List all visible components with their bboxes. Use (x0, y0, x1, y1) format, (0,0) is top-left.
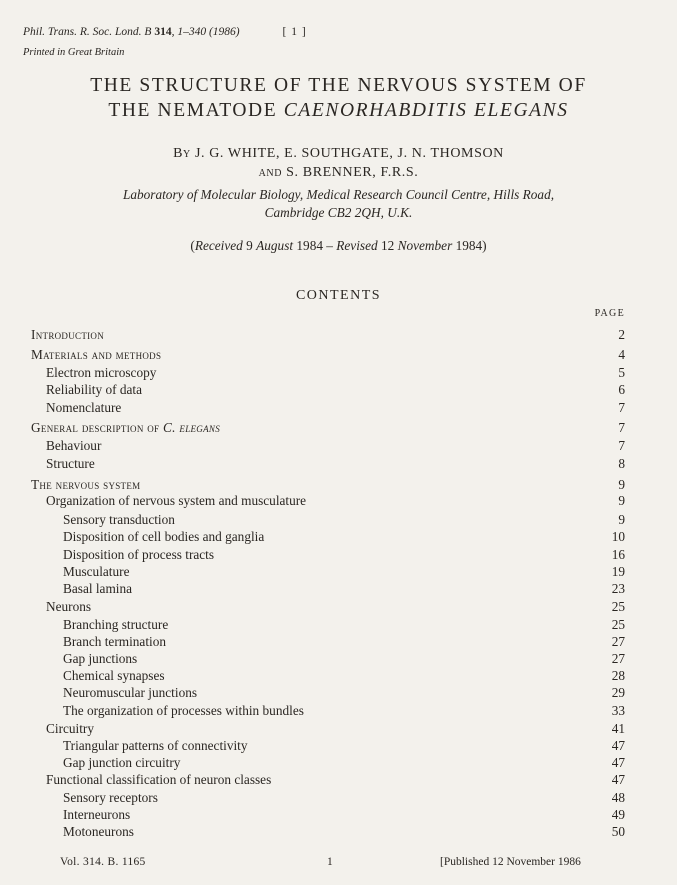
toc-entry-page: 23 (611, 581, 625, 596)
toc-entry-text: Neurons (46, 599, 92, 614)
toc-entry (0, 455, 677, 472)
toc-entry-page: 10 (611, 529, 625, 544)
toc-entry-text: Branching structure (63, 617, 169, 632)
toc-entry-text: Functional classification of neuron classes (46, 772, 272, 787)
footer-published: [Published 12 November 1986 (440, 856, 581, 868)
journal-volume: 314 (154, 26, 172, 38)
affiliation-line-2: Cambridge CB2 2QH, U.K. (264, 205, 413, 220)
toc-entry (0, 511, 677, 528)
toc-entry-page: 47 (611, 738, 625, 753)
toc-entry (0, 702, 677, 719)
toc-entry-label (63, 511, 175, 528)
contents-heading: CONTENTS (295, 288, 382, 303)
toc-entry (0, 633, 677, 650)
toc-entry-label (31, 346, 161, 363)
toc-entry-label (63, 633, 166, 650)
toc-entry-label (46, 455, 95, 472)
footer-volume: Vol. 314. B. 1165 (60, 856, 146, 868)
journal-name: Phil. Trans. R. Soc. Lond. (23, 26, 142, 38)
authors-line-2 (0, 165, 677, 181)
toc-entry-text: Nomenclature (46, 400, 122, 415)
printed-note: Printed in Great Britain (23, 47, 125, 58)
toc-entry (0, 720, 677, 737)
toc-entry-text: Organization of nervous system and musculature (46, 493, 307, 508)
affiliation-line-1: Laboratory of Molecular Biology, Medical Research Council Centre, Hills Road, (122, 187, 555, 202)
authors-line-1 (0, 146, 677, 162)
toc-entry (0, 528, 677, 545)
received-month: August (256, 238, 294, 253)
toc-entry-page: 6 (618, 382, 625, 397)
toc-entry-text: Sensory transduction (63, 512, 175, 527)
toc-entry (0, 346, 677, 363)
toc-entry (0, 563, 677, 580)
toc-entry-label (46, 720, 94, 737)
received-dash: – (322, 238, 337, 253)
toc-entry-label (63, 528, 264, 545)
toc-entry-label (63, 702, 304, 719)
toc-entry-page: 7 (618, 420, 625, 435)
toc-entry-page: 49 (611, 807, 625, 822)
toc-entry-text: Musculature (63, 564, 130, 579)
received-label: Received (194, 238, 243, 253)
toc-entry-label (46, 437, 101, 454)
toc-entry-page: 27 (611, 651, 625, 666)
toc-entry-label (63, 684, 197, 701)
toc-entry-page: 9 (618, 512, 625, 527)
authors-names-2: S. BRENNER, F.R.S. (286, 165, 419, 180)
toc-entry (0, 823, 677, 840)
toc-entry-text: Materials and methods (31, 347, 162, 362)
toc-entry-text: Interneurons (63, 807, 131, 822)
toc-entry (0, 771, 677, 788)
toc-entry-page: 29 (611, 685, 625, 700)
toc-entry-text: Neuromuscular junctions (63, 685, 198, 700)
toc-entry-label (63, 754, 180, 771)
toc-entry-text: Disposition of cell bodies and ganglia (63, 529, 265, 544)
toc-entry (0, 546, 677, 563)
revised-label: Revised (336, 238, 378, 253)
toc-entry-label (63, 823, 134, 840)
toc-entry (0, 326, 677, 343)
toc-entry-label (46, 364, 156, 381)
toc-entry-label (63, 789, 158, 806)
page-marker: [ 1 ] (282, 26, 307, 38)
toc-entry-label (63, 667, 165, 684)
toc-entry-label (31, 476, 140, 493)
toc-entry (0, 650, 677, 667)
revised-year: 1984 (455, 238, 483, 253)
toc-entry-page: 16 (611, 547, 625, 562)
toc-entry-page: 48 (611, 790, 625, 805)
toc-entry-page: 41 (611, 721, 625, 736)
by-label: By (173, 146, 191, 161)
toc-entry-page: 2 (618, 327, 625, 342)
toc-entry-page: 5 (618, 365, 625, 380)
journal-series: B (144, 26, 152, 38)
toc-entry-label (63, 806, 130, 823)
received-dates (0, 238, 677, 254)
toc-entry-italic: C. elegans (162, 420, 221, 435)
toc-entry-text: Gap junction circuitry (63, 755, 181, 770)
toc-entry-page: 7 (618, 438, 625, 453)
toc-entry-label (46, 399, 121, 416)
toc-entry-page: 9 (618, 493, 625, 508)
toc-entry-page: 47 (611, 755, 625, 770)
toc-entry (0, 789, 677, 806)
footer-page-number: 1 (327, 856, 333, 868)
toc-entry-label (63, 546, 214, 563)
toc-entry-page: 25 (611, 599, 625, 614)
toc-entry (0, 381, 677, 398)
title-line-2-prefix: THE NEMATODE (108, 100, 278, 121)
received-year: 1984 (296, 238, 323, 253)
page-column-label: PAGE (594, 308, 625, 319)
toc-entry-text: Disposition of process tracts (63, 547, 215, 562)
toc-entry-label (46, 492, 306, 509)
revised-month: November (397, 238, 453, 253)
title-line-2 (0, 98, 677, 123)
toc-entry (0, 437, 677, 454)
toc-entry-page: 4 (618, 347, 625, 362)
toc-entry (0, 580, 677, 597)
toc-entry-label (46, 771, 271, 788)
toc-entry-label (46, 598, 91, 615)
toc-entry-text: Chemical synapses (63, 668, 165, 683)
toc-entry-page: 9 (618, 477, 625, 492)
toc-entry-page: 8 (618, 456, 625, 471)
title-line-1: THE STRUCTURE OF THE NERVOUS SYSTEM OF (90, 75, 587, 96)
toc-entry-text: Branch termination (63, 634, 167, 649)
toc-entry-text: Introduction (31, 327, 105, 342)
journal-pages: , 1–340 (1986) (171, 26, 240, 38)
toc-entry-text: The organization of processes within bundles (63, 703, 304, 718)
toc-entry (0, 419, 677, 436)
toc-entry-page: 25 (611, 617, 625, 632)
received-close-paren: ) (482, 238, 487, 253)
toc-entry-label (31, 419, 220, 436)
toc-entry-text: Circuitry (46, 721, 95, 736)
toc-entry-text: Sensory receptors (63, 790, 158, 805)
toc-entry (0, 399, 677, 416)
revised-day: 12 (380, 238, 395, 253)
toc-entry-page: 7 (618, 400, 625, 415)
toc-entry-label (31, 326, 104, 343)
toc-entry (0, 667, 677, 684)
toc-entry-page: 28 (611, 668, 625, 683)
toc-entry-text: Motoneurons (63, 824, 134, 839)
toc-entry (0, 684, 677, 701)
toc-entry-text: Triangular patterns of connectivity (63, 738, 248, 753)
toc-entry-text: General description of (31, 420, 160, 435)
toc-entry (0, 754, 677, 771)
toc-entry-page: 19 (611, 564, 625, 579)
received-day: 9 (246, 238, 253, 253)
toc-entry-text: Structure (46, 456, 95, 471)
toc-entry (0, 616, 677, 633)
toc-entry-page: 27 (611, 634, 625, 649)
toc-entry (0, 476, 677, 493)
toc-entry-label (63, 563, 129, 580)
toc-entry-label (63, 650, 137, 667)
toc-entry-label (63, 580, 132, 597)
toc-entry (0, 806, 677, 823)
toc-entry (0, 737, 677, 754)
toc-entry-text: Electron microscopy (46, 365, 157, 380)
toc-entry-text: Basal lamina (63, 581, 133, 596)
toc-entry (0, 492, 677, 509)
authors-names-1: J. G. WHITE, E. SOUTHGATE, J. N. THOMSON (194, 146, 504, 161)
toc-entry-text: The nervous system (31, 477, 141, 492)
toc-entry-text: Gap junctions (63, 651, 138, 666)
toc-entry (0, 598, 677, 615)
toc-entry-text: Behaviour (46, 438, 102, 453)
toc-entry-page: 47 (611, 772, 625, 787)
received-open-paren: ( (190, 238, 195, 253)
species-name: CAENORHABDITIS ELEGANS (283, 100, 569, 121)
toc-entry-text: Reliability of data (46, 382, 143, 397)
journal-header (23, 26, 307, 38)
toc-entry-page: 33 (611, 703, 625, 718)
toc-entry (0, 364, 677, 381)
toc-entry-label (63, 616, 168, 633)
and-label: and (258, 165, 283, 180)
toc-entry-page: 50 (611, 824, 625, 839)
toc-entry-label (63, 737, 248, 754)
toc-entry-label (46, 381, 142, 398)
